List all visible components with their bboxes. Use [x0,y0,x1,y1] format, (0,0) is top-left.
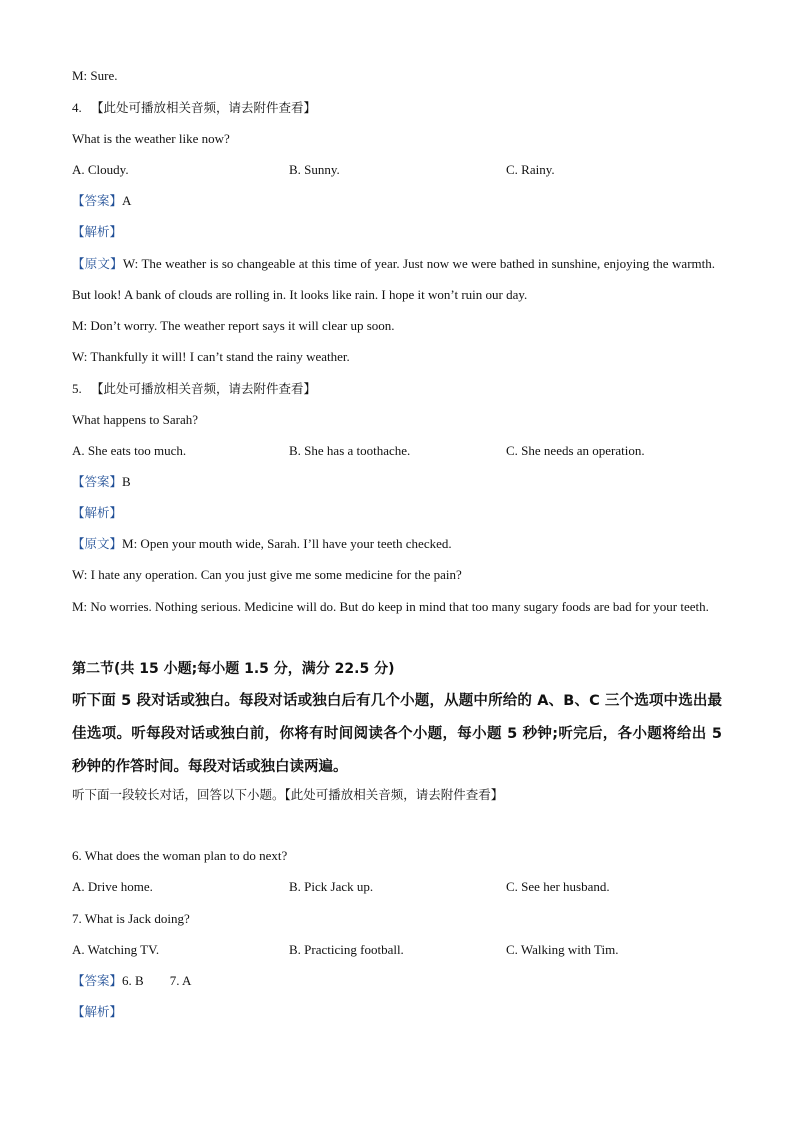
question-7-option-b: B. Practicing football. [289,942,404,957]
question-5-transcript-3: M: No worries. Nothing serious. Medicine will do. But do keep in mind that too many sugary foods are bad for your teeth. [72,599,709,614]
audio-note[interactable]: 【此处可播放相关音频，请去附件查看】 [91,100,317,115]
question-6-text: 6. What does the woman plan to do next? [72,848,288,863]
question-4-option-a: A. Cloudy. [72,162,129,177]
section-2-instructions: 听下面 5 段对话或独白。每段对话或独白后有几个小题，从题中所给的 A、B、C 三个选项中选出最佳选项。听每段对话或独白前，你将有时间阅读各个小题，每小题 5 秒钟;听完后，各小题将给出 5 秒钟的作答时间。每段对话或独白读两遍。 [72,693,722,775]
question-number: 5. [72,381,82,396]
question-5-option-b: B. She has a toothache. [289,443,411,458]
question-4-transcript-1 [72,248,715,310]
answer-tag: 【答案】 [72,193,123,208]
question-4-option-c: C. Rainy. [506,162,555,177]
question-4-transcript-3: W: Thankfully it will! I can’t stand the rainy weather. [72,349,350,364]
question-5-header [72,380,316,398]
question-4-text: What is the weather like now? [72,131,230,146]
question-4-option-b: B. Sunny. [289,162,340,177]
section-2-group-intro: 听下面一段较长对话，回答以下小题。【此处可播放相关音频，请去附件查看】 [72,787,504,802]
question-5-text: What happens to Sarah? [72,412,198,427]
answer-value: A [122,193,132,208]
analysis-tag: 【解析】 [72,1004,123,1019]
answer-7: 7. A [169,973,192,988]
answer-tag: 【答案】 [72,474,123,489]
question-4-answer [72,192,131,210]
question-7-option-a: A. Watching TV. [72,942,160,957]
analysis-tag: 【解析】 [72,224,123,239]
question-5-option-a: A. She eats too much. [72,443,187,458]
question-4-analysis [72,223,122,241]
original-tag: 【原文】 [72,536,123,551]
section-2-title: 第二节(共 15 小题;每小题 1.5 分，满分 22.5 分) [72,661,395,677]
question-4-header [72,99,316,117]
original-tag: 【原文】 [72,256,123,271]
question-4-transcript-2: M: Don’t worry. The weather report says it will clear up soon. [72,318,395,333]
question-5-analysis [72,504,122,522]
answer-tag: 【答案】 [72,973,123,988]
answer-6: 6. B [122,973,144,988]
question-7-text: 7. What is Jack doing? [72,911,190,926]
question-number: 4. [72,100,82,115]
analysis-tag: 【解析】 [72,505,123,520]
audio-note[interactable]: 【此处可播放相关音频，请去附件查看】 [91,381,317,396]
dialogue-line: M: Sure. [72,68,118,83]
question-5-transcript-2: W: I hate any operation. Can you just give me some medicine for the pain? [72,567,462,582]
question-6-option-c: C. See her husband. [506,879,610,894]
question-5-option-c: C. She needs an operation. [506,443,645,458]
questions-6-7-analysis [72,1003,122,1021]
transcript-text: M: Open your mouth wide, Sarah. I’ll have your teeth checked. [122,536,452,551]
transcript-text: W: The weather is so changeable at this time of year. Just now we were bathed in sunshine, enjoying the warmth. But look! A bank of clouds are rolling in. It looks like rain. I hope it won’t ruin our day. [72,256,715,302]
question-6-option-a: A. Drive home. [72,879,153,894]
answer-value: B [122,474,131,489]
question-5-answer [72,473,131,491]
question-7-option-c: C. Walking with Tim. [506,942,619,957]
question-6-option-b: B. Pick Jack up. [289,879,374,894]
question-5-transcript-1 [72,535,452,553]
questions-6-7-answers [72,972,191,990]
